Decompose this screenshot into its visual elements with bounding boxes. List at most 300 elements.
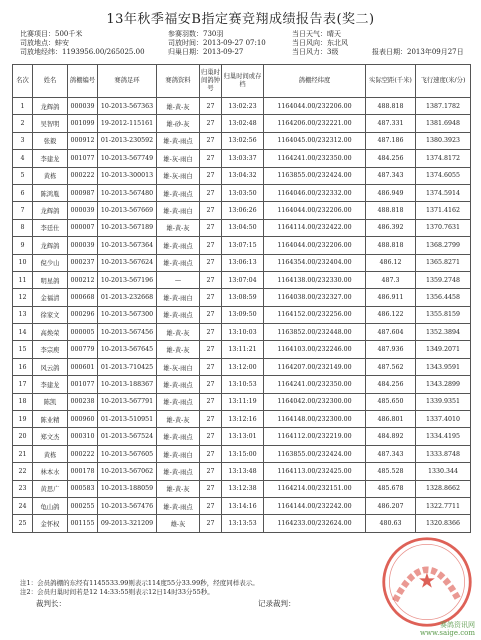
table-row bbox=[13, 376, 471, 393]
arrival-time-cell: 13:02:56 bbox=[222, 132, 264, 149]
column-header: 姓名 bbox=[33, 65, 68, 98]
coordinates-cell: 1163855.00/232424.00 bbox=[264, 445, 366, 462]
clock-slot-cell: 27 bbox=[200, 463, 222, 480]
name-cell: 陈鸿胤 bbox=[33, 184, 68, 201]
header-row bbox=[13, 65, 471, 98]
distance-cell: 486.911 bbox=[366, 289, 416, 306]
coordinates-cell: 1164152.00/232256.00 bbox=[264, 306, 366, 323]
loft-id-cell: 000212 bbox=[68, 271, 98, 288]
loft-id-cell: 001099 bbox=[68, 115, 98, 132]
column-header: 鸽棚编号 bbox=[68, 65, 98, 98]
column-header: 赛鸽足环 bbox=[98, 65, 157, 98]
meta-item: 当日天气：晴天 bbox=[292, 30, 341, 38]
note-1: 注1：会员鸽棚的东经有1145533.99则表示114度55分33.99秒，经度同样表示。 bbox=[20, 579, 259, 587]
loft-id-cell: 000987 bbox=[68, 184, 98, 201]
coordinates-cell: 1164114.00/232422.00 bbox=[264, 219, 366, 236]
rank-cell: 20 bbox=[13, 428, 33, 445]
distance-cell: 487.3 bbox=[366, 271, 416, 288]
info-cell: 雄-黄-雨点 bbox=[157, 393, 200, 410]
rank-cell: 12 bbox=[13, 289, 33, 306]
clock-slot-cell: 27 bbox=[200, 98, 222, 115]
arrival-time-cell: 13:02:48 bbox=[222, 115, 264, 132]
ring-cell: 10-2013-567624 bbox=[98, 254, 157, 271]
loft-id-cell: 000601 bbox=[68, 358, 98, 375]
ring-cell: 10-2013-300013 bbox=[98, 167, 157, 184]
loft-id-cell: 000960 bbox=[68, 411, 98, 428]
loft-id-cell: 000222 bbox=[68, 445, 98, 462]
clock-slot-cell: 27 bbox=[200, 324, 222, 341]
coordinates-cell: 1164038.00/232327.00 bbox=[264, 289, 366, 306]
column-header: 飞行速度(米/分) bbox=[416, 65, 471, 98]
clock-slot-cell: 27 bbox=[200, 202, 222, 219]
coordinates-cell: 1164044.00/232206.00 bbox=[264, 202, 366, 219]
rank-cell: 4 bbox=[13, 150, 33, 167]
info-cell: 雄-灰-雨白 bbox=[157, 167, 200, 184]
name-cell: 黄思广 bbox=[33, 480, 68, 497]
distance-cell: 485.528 bbox=[366, 463, 416, 480]
info-cell: 雄-黄-雨点 bbox=[157, 497, 200, 514]
arrival-time-cell: 13:10:53 bbox=[222, 376, 264, 393]
info-cell: 雄-黄-雨点 bbox=[157, 237, 200, 254]
distance-cell: 484.256 bbox=[366, 376, 416, 393]
arrival-time-cell: 13:13:48 bbox=[222, 463, 264, 480]
loft-id-cell: 000178 bbox=[68, 463, 98, 480]
coordinates-cell: 1163852.00/232448.00 bbox=[264, 324, 366, 341]
column-header: 赛鸽资料 bbox=[157, 65, 200, 98]
speed-cell: 1339.9351 bbox=[416, 393, 471, 410]
name-cell: 陈业精 bbox=[33, 411, 68, 428]
arrival-time-cell: 13:02:23 bbox=[222, 98, 264, 115]
distance-cell: 487.936 bbox=[366, 341, 416, 358]
name-cell: 倪少山 bbox=[33, 254, 68, 271]
name-cell: 风云鸽 bbox=[33, 358, 68, 375]
meta-item: 当日风力：3级 bbox=[292, 48, 339, 56]
name-cell: 徐家文 bbox=[33, 306, 68, 323]
coordinates-cell: 1164233.00/232624.00 bbox=[264, 515, 366, 532]
info-cell: 雄-黄-灰 bbox=[157, 480, 200, 497]
coordinates-cell: 1164148.00/232300.00 bbox=[264, 411, 366, 428]
info-cell: 雄-黄-灰 bbox=[157, 324, 200, 341]
coordinates-cell: 1164045.00/232312.00 bbox=[264, 132, 366, 149]
coordinates-cell: 1164044.00/232206.00 bbox=[264, 98, 366, 115]
club-seal-stamp bbox=[380, 535, 474, 629]
speed-cell: 1387.1782 bbox=[416, 98, 471, 115]
table-row bbox=[13, 358, 471, 375]
meta-item: 当日风向：东北风 bbox=[292, 39, 348, 47]
name-cell: 龙辉鸽 bbox=[33, 202, 68, 219]
speed-cell: 1370.7631 bbox=[416, 219, 471, 236]
clock-slot-cell: 27 bbox=[200, 428, 222, 445]
clock-slot-cell: 27 bbox=[200, 376, 222, 393]
name-cell: 高焕荣 bbox=[33, 324, 68, 341]
arrival-time-cell: 13:07:04 bbox=[222, 271, 264, 288]
speed-cell: 1322.7711 bbox=[416, 497, 471, 514]
rank-cell: 22 bbox=[13, 463, 33, 480]
speed-cell: 1359.2748 bbox=[416, 271, 471, 288]
table-row bbox=[13, 115, 471, 132]
table-row bbox=[13, 254, 471, 271]
arrival-time-cell: 13:04:50 bbox=[222, 219, 264, 236]
speed-cell: 1320.8366 bbox=[416, 515, 471, 532]
loft-id-cell: 000007 bbox=[68, 219, 98, 236]
arrival-time-cell: 13:12:16 bbox=[222, 411, 264, 428]
loft-id-cell: 001155 bbox=[68, 515, 98, 532]
ring-cell: 10-2013-567196 bbox=[98, 271, 157, 288]
rank-cell: 13 bbox=[13, 306, 33, 323]
ring-cell: 10-2013-567605 bbox=[98, 445, 157, 462]
name-cell: 龙辉鸽 bbox=[33, 98, 68, 115]
info-cell: 雄-黄-雨白 bbox=[157, 202, 200, 219]
info-cell: 雄-黄-灰 bbox=[157, 411, 200, 428]
ring-cell: 09-2013-321209 bbox=[98, 515, 157, 532]
table-row bbox=[13, 393, 471, 410]
coordinates-cell: 1164138.00/232330.00 bbox=[264, 271, 366, 288]
arrival-time-cell: 13:14:16 bbox=[222, 497, 264, 514]
ring-cell: 10-2013-567791 bbox=[98, 393, 157, 410]
ring-cell: 01-2013-232668 bbox=[98, 289, 157, 306]
table-row bbox=[13, 150, 471, 167]
speed-cell: 1333.8748 bbox=[416, 445, 471, 462]
distance-cell: 487.331 bbox=[366, 115, 416, 132]
rank-cell: 19 bbox=[13, 411, 33, 428]
info-cell: 雄-砂-灰 bbox=[157, 115, 200, 132]
watermark-line: www.saige.com bbox=[420, 629, 475, 637]
speed-cell: 1352.3894 bbox=[416, 324, 471, 341]
speed-cell: 1374.6055 bbox=[416, 167, 471, 184]
rank-cell: 18 bbox=[13, 393, 33, 410]
rank-cell: 14 bbox=[13, 324, 33, 341]
ring-cell: 10-2013-567062 bbox=[98, 463, 157, 480]
speed-cell: 1380.3923 bbox=[416, 132, 471, 149]
note-2: 注2：会员归巢时间若是12 14:33:55则表示12日14时33分55秒。 bbox=[20, 588, 214, 596]
table-row bbox=[13, 515, 471, 532]
arrival-time-cell: 13:12:00 bbox=[222, 358, 264, 375]
rank-cell: 5 bbox=[13, 167, 33, 184]
ring-cell: 10-2013-567476 bbox=[98, 497, 157, 514]
arrival-time-cell: 13:11:21 bbox=[222, 341, 264, 358]
arrival-time-cell: 13:03:50 bbox=[222, 184, 264, 201]
arrival-time-cell: 13:11:19 bbox=[222, 393, 264, 410]
loft-id-cell: 000583 bbox=[68, 480, 98, 497]
clock-slot-cell: 27 bbox=[200, 358, 222, 375]
column-header: 归巢时间鸽钟号 bbox=[200, 65, 222, 98]
distance-cell: 484.256 bbox=[366, 150, 416, 167]
report-title: 13年秋季福安B指定赛竞翔成绩报告表(奖二) bbox=[106, 12, 375, 27]
distance-cell: 485.678 bbox=[366, 480, 416, 497]
distance-cell: 485.650 bbox=[366, 393, 416, 410]
clock-slot-cell: 27 bbox=[200, 150, 222, 167]
info-cell: 雄-黄-雨点 bbox=[157, 184, 200, 201]
coordinates-cell: 1164206.00/232221.00 bbox=[264, 115, 366, 132]
coordinates-cell: 1164214.00/232151.00 bbox=[264, 480, 366, 497]
rank-cell: 24 bbox=[13, 497, 33, 514]
distance-cell: 480.63 bbox=[366, 515, 416, 532]
speed-cell: 1368.2799 bbox=[416, 237, 471, 254]
distance-cell: 486.122 bbox=[366, 306, 416, 323]
table-row bbox=[13, 98, 471, 115]
name-cell: 李建龙 bbox=[33, 150, 68, 167]
rank-cell: 16 bbox=[13, 358, 33, 375]
loft-id-cell: 001077 bbox=[68, 150, 98, 167]
arrival-time-cell: 13:09:50 bbox=[222, 306, 264, 323]
coordinates-cell: 1164042.00/232300.00 bbox=[264, 393, 366, 410]
recorder-signature-label: 记录裁判： bbox=[258, 599, 296, 608]
info-cell: 雄-黄-雨点 bbox=[157, 463, 200, 480]
meta-item: 司放地点：蚌安 bbox=[20, 39, 69, 47]
name-cell: 金福清 bbox=[33, 289, 68, 306]
rank-cell: 21 bbox=[13, 445, 33, 462]
arrival-time-cell: 13:15:00 bbox=[222, 445, 264, 462]
name-cell: 陈凯 bbox=[33, 393, 68, 410]
meta-mid bbox=[168, 30, 266, 57]
clock-slot-cell: 27 bbox=[200, 184, 222, 201]
table-row bbox=[13, 271, 471, 288]
info-cell: 雄-灰-雨白 bbox=[157, 358, 200, 375]
ring-cell: 01-2013-510951 bbox=[98, 411, 157, 428]
info-cell: 雄-黄-灰 bbox=[157, 98, 200, 115]
coordinates-cell: 1164241.00/232350.00 bbox=[264, 150, 366, 167]
table-row bbox=[13, 237, 471, 254]
arrival-time-cell: 13:06:26 bbox=[222, 202, 264, 219]
speed-cell: 1343.2899 bbox=[416, 376, 471, 393]
name-cell: 明星鸽 bbox=[33, 271, 68, 288]
speed-cell: 1356.4458 bbox=[416, 289, 471, 306]
ring-cell: 01-2013-567524 bbox=[98, 428, 157, 445]
speed-cell: 1349.2071 bbox=[416, 341, 471, 358]
clock-slot-cell: 27 bbox=[200, 271, 222, 288]
distance-cell: 487.562 bbox=[366, 358, 416, 375]
clock-slot-cell: 27 bbox=[200, 515, 222, 532]
rank-cell: 7 bbox=[13, 202, 33, 219]
rank-cell: 8 bbox=[13, 219, 33, 236]
results-table bbox=[12, 64, 471, 533]
ring-cell: 10-2013-567364 bbox=[98, 237, 157, 254]
speed-cell: 1334.4195 bbox=[416, 428, 471, 445]
ring-cell: 10-2013-188059 bbox=[98, 480, 157, 497]
speed-cell: 1374.5914 bbox=[416, 184, 471, 201]
table-row bbox=[13, 202, 471, 219]
loft-id-cell: 000005 bbox=[68, 324, 98, 341]
meta-item: 参赛羽数：730羽 bbox=[168, 30, 224, 38]
distance-cell: 487.343 bbox=[366, 445, 416, 462]
speed-cell: 1355.8159 bbox=[416, 306, 471, 323]
speed-cell: 1374.8172 bbox=[416, 150, 471, 167]
clock-slot-cell: 27 bbox=[200, 115, 222, 132]
coordinates-cell: 1164044.00/232206.00 bbox=[264, 237, 366, 254]
clock-slot-cell: 27 bbox=[200, 497, 222, 514]
clock-slot-cell: 27 bbox=[200, 393, 222, 410]
table-row bbox=[13, 306, 471, 323]
distance-cell: 488.818 bbox=[366, 98, 416, 115]
arrival-time-cell: 13:13:53 bbox=[222, 515, 264, 532]
coordinates-cell: 1164112.00/232219.00 bbox=[264, 428, 366, 445]
table-row bbox=[13, 428, 471, 445]
name-cell: 龟山鸽 bbox=[33, 497, 68, 514]
info-cell: 雄-黄-雨白 bbox=[157, 445, 200, 462]
distance-cell: 488.818 bbox=[366, 237, 416, 254]
name-cell: 黄栋 bbox=[33, 445, 68, 462]
report-date: 报表日期：2013年09月27日 bbox=[372, 48, 464, 56]
table-header bbox=[13, 65, 471, 98]
loft-id-cell: 000668 bbox=[68, 289, 98, 306]
meta-item: 比赛项目：500千米 bbox=[20, 30, 83, 38]
ring-cell: 01-2013-230592 bbox=[98, 132, 157, 149]
name-cell: 李廷仕 bbox=[33, 219, 68, 236]
name-cell: 龙辉鸽 bbox=[33, 237, 68, 254]
rank-cell: 1 bbox=[13, 98, 33, 115]
speed-cell: 1365.8271 bbox=[416, 254, 471, 271]
loft-id-cell: 000912 bbox=[68, 132, 98, 149]
speed-cell: 1337.4010 bbox=[416, 411, 471, 428]
meta-right bbox=[292, 30, 348, 57]
name-cell: 李宗庾 bbox=[33, 341, 68, 358]
rank-cell: 11 bbox=[13, 271, 33, 288]
rank-cell: 6 bbox=[13, 184, 33, 201]
svg-text:★: ★ bbox=[417, 568, 437, 593]
coordinates-cell: 1164354.00/232404.00 bbox=[264, 254, 366, 271]
ring-cell: 10-2013-188367 bbox=[98, 376, 157, 393]
table-row bbox=[13, 411, 471, 428]
ring-cell: 10-2013-567363 bbox=[98, 98, 157, 115]
ring-cell: 10-2013-567645 bbox=[98, 341, 157, 358]
info-cell: — bbox=[157, 271, 200, 288]
clock-slot-cell: 27 bbox=[200, 341, 222, 358]
rank-cell: 9 bbox=[13, 237, 33, 254]
coordinates-cell: 1164046.00/232332.00 bbox=[264, 184, 366, 201]
info-cell: 雄-黄-灰 bbox=[157, 341, 200, 358]
rank-cell: 25 bbox=[13, 515, 33, 532]
table-row bbox=[13, 341, 471, 358]
rank-cell: 23 bbox=[13, 480, 33, 497]
ring-cell: 10-2013-567749 bbox=[98, 150, 157, 167]
arrival-time-cell: 13:07:15 bbox=[222, 237, 264, 254]
meta-item: 司放地经纬：1193956.00/265025.00 bbox=[20, 48, 145, 56]
arrival-time-cell: 13:03:37 bbox=[222, 150, 264, 167]
speed-cell: 1381.6948 bbox=[416, 115, 471, 132]
table-row bbox=[13, 497, 471, 514]
table-row bbox=[13, 132, 471, 149]
clock-slot-cell: 27 bbox=[200, 167, 222, 184]
name-cell: 林本水 bbox=[33, 463, 68, 480]
loft-id-cell: 000238 bbox=[68, 393, 98, 410]
clock-slot-cell: 27 bbox=[200, 237, 222, 254]
judge-signature-label: 裁判长： bbox=[36, 599, 66, 608]
info-cell: 雄-黄-雨点 bbox=[157, 132, 200, 149]
watermark-line: 赛鸽资讯网 bbox=[440, 621, 475, 629]
table-body bbox=[13, 98, 471, 533]
clock-slot-cell: 27 bbox=[200, 411, 222, 428]
ring-cell: 10-2013-567300 bbox=[98, 306, 157, 323]
coordinates-cell: 1164113.00/232425.00 bbox=[264, 463, 366, 480]
name-cell: 金怀权 bbox=[33, 515, 68, 532]
table-row bbox=[13, 289, 471, 306]
speed-cell: 1343.9591 bbox=[416, 358, 471, 375]
rank-cell: 17 bbox=[13, 376, 33, 393]
distance-cell: 484.892 bbox=[366, 428, 416, 445]
meta-item: 归巢日期：2013-09-27 bbox=[168, 48, 244, 56]
distance-cell: 487.186 bbox=[366, 132, 416, 149]
clock-slot-cell: 27 bbox=[200, 306, 222, 323]
info-cell: 雄-黄-雨白 bbox=[157, 289, 200, 306]
clock-slot-cell: 27 bbox=[200, 254, 222, 271]
info-cell: 雄-灰-雨白 bbox=[157, 150, 200, 167]
distance-cell: 487.604 bbox=[366, 324, 416, 341]
ring-cell: 10-2013-567669 bbox=[98, 202, 157, 219]
clock-slot-cell: 27 bbox=[200, 480, 222, 497]
arrival-time-cell: 13:04:32 bbox=[222, 167, 264, 184]
distance-cell: 486.392 bbox=[366, 219, 416, 236]
clock-slot-cell: 27 bbox=[200, 445, 222, 462]
distance-cell: 486.801 bbox=[366, 411, 416, 428]
clock-slot-cell: 27 bbox=[200, 219, 222, 236]
arrival-time-cell: 13:06:13 bbox=[222, 254, 264, 271]
name-cell: 黄栋 bbox=[33, 167, 68, 184]
coordinates-cell: 1164207.00/232149.00 bbox=[264, 358, 366, 375]
clock-slot-cell: 27 bbox=[200, 289, 222, 306]
ring-cell: 19-2012-115161 bbox=[98, 115, 157, 132]
distance-cell: 488.818 bbox=[366, 202, 416, 219]
loft-id-cell: 000237 bbox=[68, 254, 98, 271]
coordinates-cell: 1164103.00/232246.00 bbox=[264, 341, 366, 358]
ring-cell: 10-2013-567480 bbox=[98, 184, 157, 201]
arrival-time-cell: 13:10:03 bbox=[222, 324, 264, 341]
loft-id-cell: 001077 bbox=[68, 376, 98, 393]
info-cell: 雄-黄-雨点 bbox=[157, 428, 200, 445]
clock-slot-cell: 27 bbox=[200, 132, 222, 149]
table-row bbox=[13, 219, 471, 236]
distance-cell: 486.949 bbox=[366, 184, 416, 201]
loft-id-cell: 000039 bbox=[68, 98, 98, 115]
rank-cell: 15 bbox=[13, 341, 33, 358]
table-row bbox=[13, 167, 471, 184]
info-cell: 雄-黄-雨点 bbox=[157, 254, 200, 271]
arrival-time-cell: 13:13:01 bbox=[222, 428, 264, 445]
name-cell: 吴智明 bbox=[33, 115, 68, 132]
coordinates-cell: 1164241.00/232350.00 bbox=[264, 376, 366, 393]
info-cell: 雄-黄-雨点 bbox=[157, 376, 200, 393]
meta-item: 司放时间：2013-09-27 07:10 bbox=[168, 39, 266, 47]
column-header: 鸽棚经纬度 bbox=[264, 65, 366, 98]
loft-id-cell: 000310 bbox=[68, 428, 98, 445]
loft-id-cell: 000039 bbox=[68, 202, 98, 219]
speed-cell: 1371.4162 bbox=[416, 202, 471, 219]
column-header: 名次 bbox=[13, 65, 33, 98]
ring-cell: 10-2013-567456 bbox=[98, 324, 157, 341]
table-row bbox=[13, 480, 471, 497]
coordinates-cell: 1163855.00/232424.00 bbox=[264, 167, 366, 184]
distance-cell: 486.12 bbox=[366, 254, 416, 271]
distance-cell: 486.207 bbox=[366, 497, 416, 514]
rank-cell: 3 bbox=[13, 132, 33, 149]
speed-cell: 1328.8662 bbox=[416, 480, 471, 497]
ring-cell: 01-2013-710425 bbox=[98, 358, 157, 375]
name-cell: 张毅 bbox=[33, 132, 68, 149]
arrival-time-cell: 13:12:38 bbox=[222, 480, 264, 497]
rank-cell: 10 bbox=[13, 254, 33, 271]
speed-cell: 1330.344 bbox=[416, 463, 471, 480]
name-cell: 郑文杰 bbox=[33, 428, 68, 445]
loft-id-cell: 000039 bbox=[68, 237, 98, 254]
info-cell: 雄-黄-灰 bbox=[157, 219, 200, 236]
table-row bbox=[13, 445, 471, 462]
name-cell: 李建龙 bbox=[33, 376, 68, 393]
meta-left bbox=[20, 30, 145, 57]
table-row bbox=[13, 463, 471, 480]
table-row bbox=[13, 324, 471, 341]
ring-cell: 10-2013-567189 bbox=[98, 219, 157, 236]
loft-id-cell: 000296 bbox=[68, 306, 98, 323]
column-header: 实际空距(千米) bbox=[366, 65, 416, 98]
